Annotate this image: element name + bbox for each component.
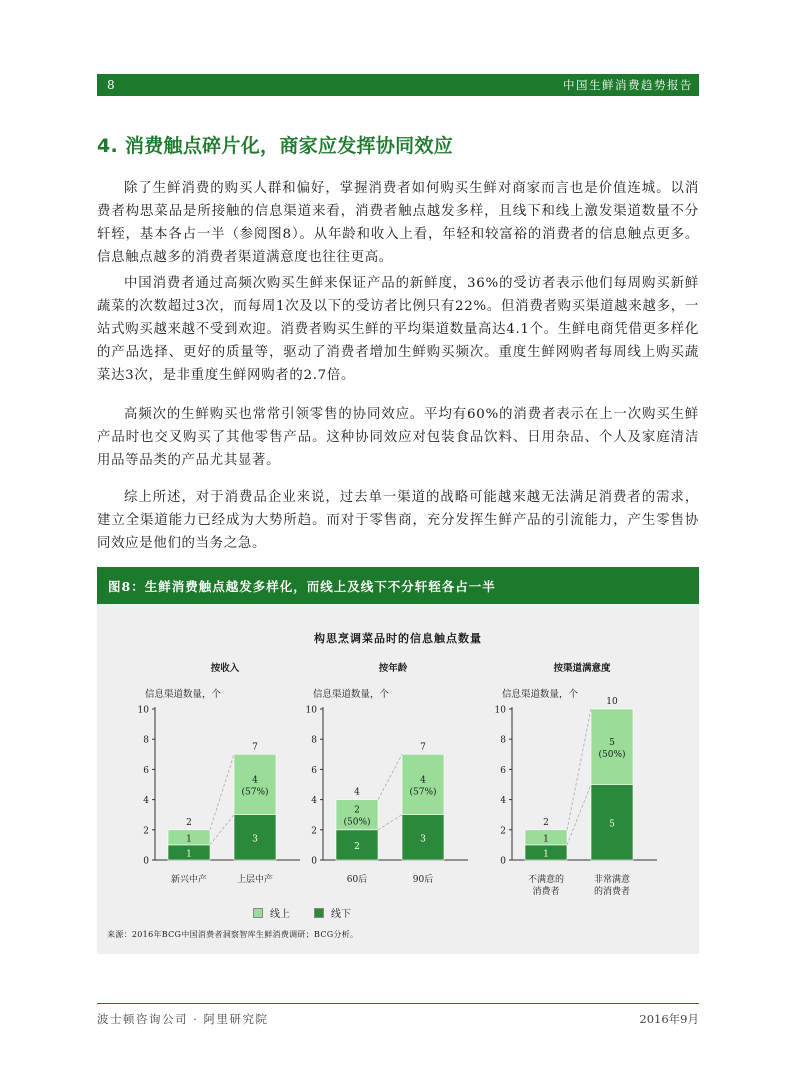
y-tick-label-2-5: 10: [494, 705, 506, 716]
panel-title-2: 按渠道满意度: [553, 663, 611, 674]
y-tick-label-0-0: 0: [143, 856, 149, 867]
bar-label-online-1-1: 4 (57%): [409, 775, 437, 798]
y-tick-label-1-1: 2: [311, 826, 317, 837]
figure-source: 来源：2016年BCG中国消费者洞察智库生鲜消费调研；BCG分析。: [107, 930, 359, 939]
bar-label-offline-1-0: 2: [354, 841, 360, 852]
section-title: 4. 消费触点碎片化，商家应发挥协同效应: [97, 135, 454, 157]
y-tick-label-1-0: 0: [311, 856, 317, 867]
bar-total-2-1: 10: [606, 697, 618, 707]
bar-total-0-0: 2: [186, 817, 192, 828]
paragraph-3: 高频次的生鲜购买也常常引领零售的协同效应。平均有60%的消费者表示在上一次购买生鲜产品时也交叉购买了其他零售产品。这种协同效应对包装食品饮料、日用杂品、个人及家庭清洁用品等品类的产品尤其显著。: [97, 407, 699, 468]
page-header-bar: [97, 74, 699, 96]
legend-swatch-offline: [314, 908, 324, 918]
bar-label-online-2-0: 1: [543, 834, 549, 845]
bar-label-offline-2-0: 1: [543, 849, 549, 860]
y-axis-label-0: 信息渠道数量，个: [145, 689, 222, 700]
bar-label-offline-0-1: 3: [252, 834, 258, 845]
footer-publisher: 波士顿咨询公司 · 阿里研究院: [97, 1012, 269, 1026]
paragraph-2: 中国消费者通过高频次购买生鲜来保证产品的新鲜度，36%的受访者表示他们每周购买新鲜蔬菜的次数超过3次，而每周1次及以下的受访者比例只有22%。但消费者购买渠道越来越多，一站式购买越来越不受到欢迎。消费者购买生鲜的平均渠道数量高达4.1个。生鲜电商凭借更多样化的产品选择、更好的质量等，驱动了消费者增加生鲜购买频次。重度生鲜网购者每周线上购买蔬菜达3次，是非重度生鲜网购者的2.7倍。: [97, 276, 699, 383]
footer-date: 2016年9月: [639, 1012, 699, 1026]
report-title: 中国生鲜消费趋势报告: [563, 78, 693, 92]
connector-mid-2: [567, 785, 591, 845]
y-tick-label-2-2: 4: [500, 796, 506, 807]
category-label-1-1: 90后: [412, 875, 434, 885]
bar-label-online-0-0: 1: [186, 834, 192, 845]
bar-label-offline-2-1: 5: [609, 819, 615, 830]
y-tick-label-2-0: 0: [500, 856, 506, 867]
y-tick-label-2-3: 6: [500, 765, 506, 776]
y-tick-label-0-4: 8: [143, 735, 149, 746]
chart-legend: [253, 905, 375, 920]
y-tick-label-2-1: 2: [500, 826, 506, 837]
figure-8: [97, 567, 699, 954]
chart-title: 构思烹调菜品时的信息触点数量: [314, 632, 482, 645]
connector-top-1: [378, 754, 402, 799]
y-tick-label-1-3: 6: [311, 765, 317, 776]
category-label-0-1: 上层中产: [236, 875, 274, 885]
figure-header: 图8：生鲜消费触点越发多样化，而线上及线下不分轩轾各占一半: [97, 567, 699, 604]
y-tick-label-0-3: 6: [143, 765, 149, 776]
paragraph-1: 除了生鲜消费的购买人群和偏好，掌握消费者如何购买生鲜对商家而言也是价值连城。以消费者构思菜品是所接触的信息渠道来看，消费者触点越发多样，且线下和线上激发渠道数量不分轩轾，基本各占一半（参阅图8）。从年龄和收入上看，年轻和较富裕的消费者的信息触点更多。信息触点越多的消费者渠道满意度也往往更高。: [97, 181, 699, 265]
connector-top-2: [567, 709, 591, 830]
bar-total-0-1: 7: [252, 742, 258, 753]
category-label-1-0: 60后: [346, 875, 368, 885]
bar-label-offline-0-0: 1: [186, 849, 192, 860]
bar-total-1-0: 4: [354, 787, 360, 798]
legend-item-online: [253, 905, 290, 920]
y-axis-label-1: 信息渠道数量，个: [313, 689, 390, 700]
bar-label-offline-1-1: 3: [420, 834, 426, 845]
category-label-2-1: 非常满意的消费者: [593, 875, 631, 897]
y-tick-label-1-4: 8: [311, 735, 317, 746]
footer-divider: [97, 1003, 699, 1004]
bar-label-online-0-1: 4 (57%): [241, 775, 269, 798]
y-tick-label-0-1: 2: [143, 826, 149, 837]
legend-item-offline: [314, 905, 351, 920]
page-number: 8: [107, 78, 115, 92]
y-axis-label-2: 信息渠道数量，个: [502, 689, 579, 700]
panel-title-1: 按年龄: [378, 663, 408, 674]
bar-total-2-0: 2: [543, 817, 549, 828]
legend-label-offline: 线下: [331, 909, 351, 920]
connector-mid-1: [378, 815, 402, 830]
legend-label-online: 线上: [270, 909, 290, 920]
y-tick-label-0-2: 4: [143, 796, 149, 807]
bar-label-online-2-1: 5 (50%): [598, 737, 626, 760]
category-label-0-0: 新兴中产: [170, 875, 208, 885]
bar-total-1-1: 7: [420, 742, 426, 753]
stacked-bar-charts: [97, 567, 699, 954]
paragraph-4: 综上所述，对于消费品企业来说，过去单一渠道的战略可能越来越无法满足消费者的需求，建立全渠道能力已经成为大势所趋。而对于零售商，充分发挥生鲜产品的引流能力，产生零售协同效应是他们的当务之急。: [97, 490, 699, 551]
panel-title-0: 按收入: [210, 663, 240, 674]
bar-label-online-1-0: 2 (50%): [343, 805, 371, 828]
y-tick-label-0-5: 10: [137, 705, 149, 716]
y-tick-label-1-5: 10: [305, 705, 317, 716]
legend-swatch-online: [253, 908, 263, 918]
connector-top-0: [210, 754, 234, 830]
y-tick-label-2-4: 8: [500, 735, 506, 746]
category-label-2-0: 不满意的消费者: [527, 875, 565, 897]
y-tick-label-1-2: 4: [311, 796, 317, 807]
